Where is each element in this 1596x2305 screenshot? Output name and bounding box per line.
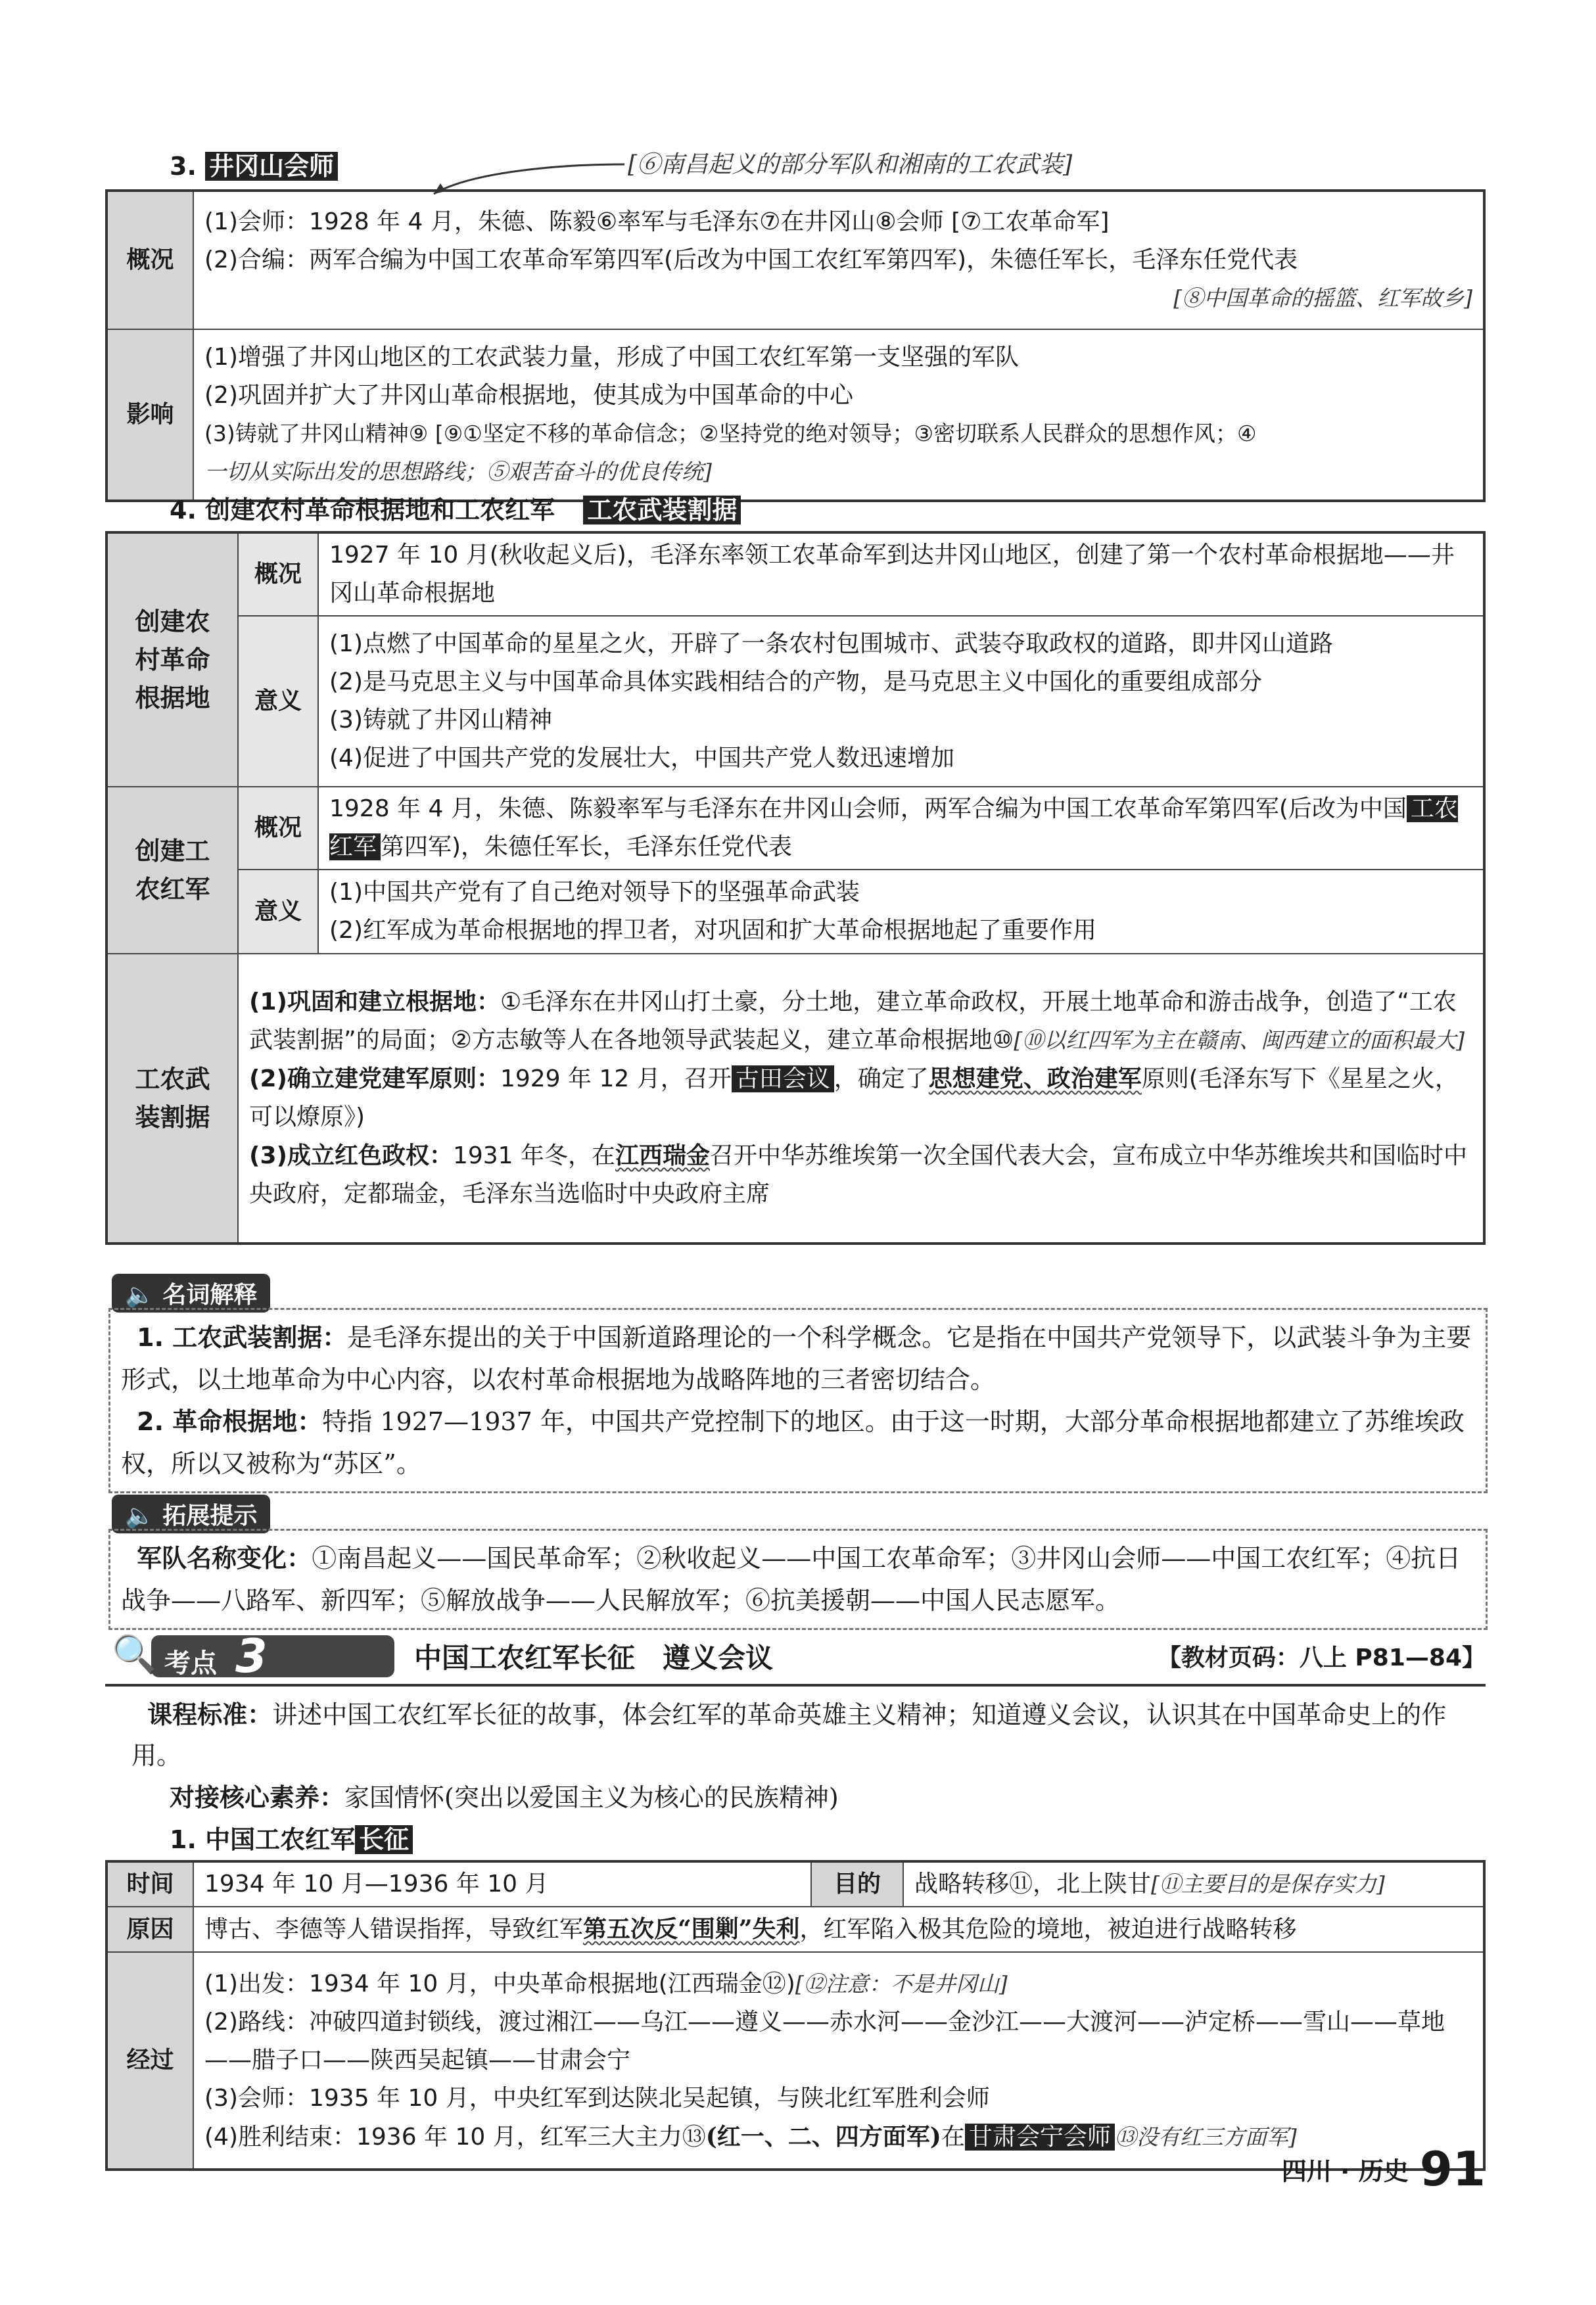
impact-line-4: 一切从实际出发的思想路线；⑤艰苦奋斗的优良传统]: [204, 459, 712, 484]
army-overview-text: 1928 年 4 月，朱德、陈毅率军与毛泽东在井冈山会师，两军合编为中国工农革命军第四军(后改为中国 工农红军 第四军)，朱德任军长，毛泽东任党代表: [318, 787, 1484, 870]
row-base-overview: [106, 532, 1484, 616]
speaker-icon: 🔈: [125, 1282, 154, 1309]
row-impact: [106, 329, 1484, 501]
table-base-army: [105, 531, 1486, 1245]
kd3-header: [105, 1631, 1486, 1687]
section-4-title-text: 4. 创建农村革命根据地和工农红军: [170, 496, 555, 524]
kd3-title: 中国工农红军长征 遵义会议: [414, 1642, 774, 1674]
impact-line-2: (2)巩固并扩大了井冈山革命根据地，使其成为中国革命的中心: [204, 382, 853, 409]
process-cell: [193, 1952, 1484, 2170]
table-jinggangshan: [105, 189, 1486, 502]
kd3-standard: 课程标准：讲述中国工农红军长征的故事，体会红军的革命英雄主义精神；知道遵义会议，认识其在中国革命史上的作用。: [131, 1700, 1447, 1770]
section-3-number: 3.: [170, 152, 197, 181]
impact-line-1: (1)增强了井冈山地区的工农武装力量，形成了中国工农红军第一支坚强的军队: [204, 344, 1019, 371]
label-process: 经过: [106, 1952, 193, 2170]
row-time-aim: [106, 1861, 1484, 1907]
terms-box: [108, 1308, 1488, 1493]
label-army-overview: 概况: [238, 787, 318, 870]
callout-top: [⑥南昌起义的部分军队和湘南的工农武装]: [628, 151, 1073, 178]
cause-value: 博古、李德等人错误指挥，导致红军第五次反“围剿”失利，红军陷入极其危险的境地，被迫进行战略转移: [193, 1907, 1484, 1952]
row-armed-separatism: [106, 954, 1484, 1244]
kd3-badge: 🔍 考点 3: [151, 1635, 394, 1677]
label-cause: 原因: [106, 1907, 193, 1952]
base-meaning-cell: [318, 616, 1484, 787]
page-number: 91: [1419, 2141, 1486, 2197]
march-subtitle: 1. 中国工农红军 长征: [170, 1819, 413, 1855]
label-overview: 概况: [106, 191, 193, 329]
table-long-march: [105, 1860, 1486, 2171]
process-1: (1)出发：1934 年 10 月，中央革命根据地(江西瑞金⑫)[⑫注意：不是井冈山]: [204, 1970, 1008, 1997]
row-army-meaning: [106, 870, 1484, 954]
row-overview: [106, 191, 1484, 329]
label-army-meaning: 意义: [238, 870, 318, 954]
time-value: 1934 年 10 月—1936 年 10 月: [193, 1861, 811, 1907]
footer: [1281, 2141, 1486, 2197]
term-2: 2. 革命根据地：特指 1927—1937 年，中国共产党控制下的地区。由于这一时期，大部分革命根据地都建立了苏维埃政权，所以又被称为“苏区”。: [121, 1407, 1465, 1478]
row-base-meaning: [106, 616, 1484, 787]
armed-p1-anno: [⑩以红四军为主在赣南、闽西建立的面积最大]: [1014, 1027, 1465, 1053]
kd3-ref: 【教材页码：八上 P81—84】: [1157, 1644, 1486, 1671]
impact-cell: [193, 329, 1484, 501]
row-process: [106, 1952, 1484, 2170]
label-armed: 工农武装割据: [106, 954, 238, 1244]
label-time: 时间: [106, 1861, 193, 1907]
base-meaning-1: (1)点燃了中国革命的星星之火，开辟了一条农村包围城市、武装夺取政权的道路，即井冈山道路: [329, 630, 1333, 657]
armed-cell: [238, 954, 1484, 1244]
process-2: (2)路线：冲破四道封锁线，渡过湘江——乌江——遵义——赤水河——金沙江——大渡河——泸定桥——雪山——草地——腊子口——陕西吴起镇——甘肃会宁: [204, 2008, 1445, 2074]
section-4-title: [170, 490, 741, 526]
speaker-icon-2: 🔈: [125, 1502, 154, 1529]
base-meaning-3: (3)铸就了井冈山精神: [329, 707, 552, 733]
armed-p2: (2)确立建党建军原则：1929 年 12 月，召开 古田会议 ，确定了思想建党、政治建军原则(毛泽东写下《星星之火，可以燎原》): [249, 1065, 1459, 1130]
army-meaning-2: (2)红军成为革命根据地的捍卫者，对巩固和扩大革命根据地起了重要作用: [329, 917, 1096, 944]
overview-line-1: (1)会师：1928 年 4 月，朱德、陈毅⑥率军与毛泽东⑦在井冈山⑧会师 [⑦工农革命军]: [204, 208, 1110, 235]
search-icon: 🔍: [112, 1633, 158, 1676]
row-army-overview: [106, 787, 1484, 870]
row-cause: [106, 1907, 1484, 1952]
section-4-tag: 工农武装割据: [583, 496, 741, 524]
tips-text: 军队名称变化：①南昌起义——国民革命军；②秋收起义——中国工农革命军；③井冈山会师——中国工农红军；④抗日战争——八路军、新四军；⑤解放战争——人民解放军；⑥抗美援朝——中国人民志愿军。: [121, 1544, 1461, 1615]
label-aim: 目的: [811, 1861, 903, 1907]
army-meaning-1: (1)中国共产党有了自己绝对领导下的坚强革命武装: [329, 879, 860, 906]
base-meaning-4: (4)促进了中国共产党的发展壮大，中国共产党人数迅速增加: [329, 745, 954, 772]
terms-tag: 🔈 名词解释: [112, 1274, 270, 1313]
army-hl: 工农红军: [329, 795, 1458, 860]
kd3-core: 对接核心素养：家国情怀(突出以爱国主义为核心的民族精神): [170, 1783, 839, 1812]
armed-p3: (3)成立红色政权：1931 年冬，在江西瑞金召开中华苏维埃第一次全国代表大会，宣布成立中华苏维埃共和国临时中央政府，定都瑞金，毛泽东当选临时中央政府主席: [249, 1142, 1468, 1207]
base-meaning-2: (2)是马克思主义与中国革命具体实践相结合的产物，是马克思主义中国化的重要组成部分: [329, 668, 1262, 695]
label-base-overview: 概况: [238, 532, 318, 616]
label-base-meaning: 意义: [238, 616, 318, 787]
section-3-title-text: 井冈山会师: [205, 152, 338, 181]
term-1: 1. 工农武装割据：是毛泽东提出的关于中国新道路理论的一个科学概念。它是指在中国共产党领导下，以武装斗争为主要形式，以土地革命为中心内容，以农村革命根据地为战略阵地的三者密切结合。: [121, 1323, 1472, 1394]
overview-cell: [193, 191, 1484, 329]
base-overview-text: 1927 年 10 月(秋收起义后)，毛泽东率领工农革命军到达井冈山地区，创建了第一个农村革命根据地——井冈山革命根据地: [318, 532, 1484, 616]
label-army: 创建工农红军: [106, 787, 238, 954]
section-3-title: [170, 146, 338, 182]
footer-label: 四川 · 历史: [1281, 2156, 1409, 2186]
armed-p1: (1)巩固和建立根据地：①毛泽东在井冈山打土豪，分土地，建立革命政权，开展土地革命和游击战争，创造了“工农武装割据”的局面；②方志敏等人在各地领导武装起义，建立革命根据地⑩[⑩以红四军为主在赣南、闽西建立的面积最大]: [249, 989, 1465, 1054]
label-impact: 影响: [106, 329, 193, 501]
process-3: (3)会师：1935 年 10 月，中央红军到达陕北吴起镇，与陕北红军胜利会师: [204, 2084, 990, 2112]
aim-value: 战略转移⑪，北上陕甘[⑪主要目的是保存实力]: [903, 1861, 1484, 1907]
impact-line-3: (3)铸就了井冈山精神⑨ [⑨①坚定不移的革命信念；②坚持党的绝对领导；③密切联系人民群众的思想作风；④: [204, 421, 1257, 446]
tips-tag: 🔈 拓展提示: [112, 1495, 270, 1533]
army-meaning-cell: [318, 870, 1484, 954]
overview-line-2: (2)合编：两军合编为中国工农革命军第四军(后改为中国工农红军第四军)，朱德任军长，毛泽东任党代表: [204, 246, 1298, 273]
tips-box: [108, 1529, 1488, 1630]
process-4: (4)胜利结束：1936 年 10 月，红军三大主力⑬(红一、二、四方面军)在 甘肃会宁会师 ⑬没有红三方面军]: [204, 2122, 1297, 2151]
callout-8: [⑧中国革命的摇篮、红军故乡]: [1173, 285, 1472, 311]
label-base: 创建农村革命根据地: [106, 532, 238, 787]
